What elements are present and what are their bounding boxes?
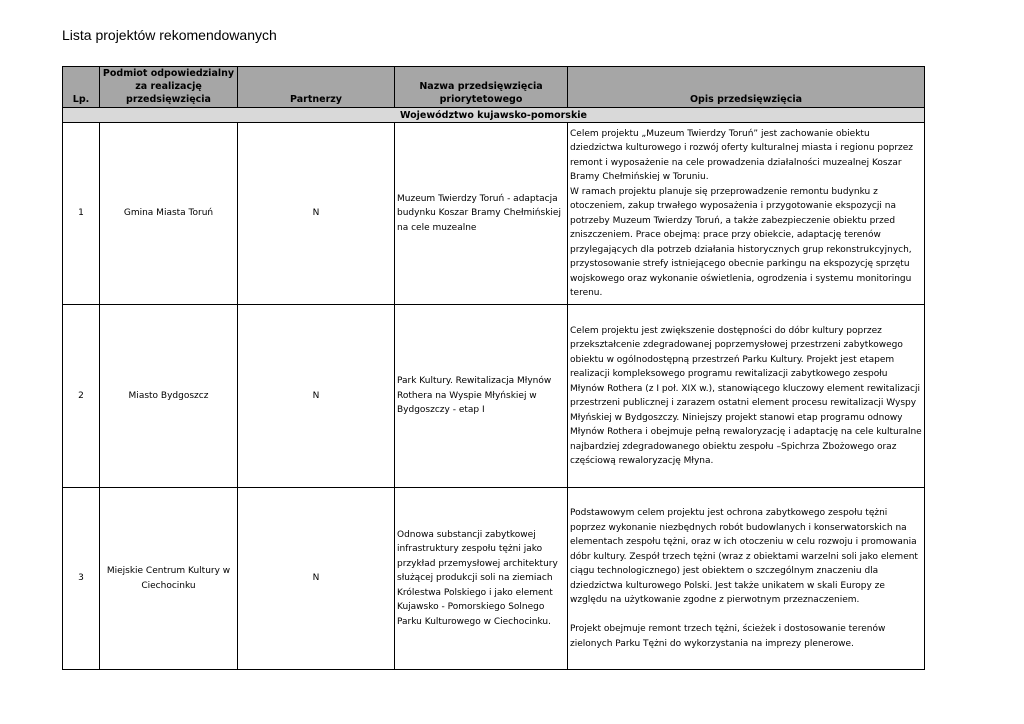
- projects-table: [62, 66, 925, 670]
- row-opis: [568, 488, 925, 670]
- opis-paragraph: Projekt obejmuje remont trzech tężni, ścieżek i dostosowanie terenów zielonych Parku Tężni do wykorzystania na imprezy plenerowe.: [570, 624, 886, 649]
- row-nazwa: Park Kultury. Rewitalizacja Młynów Rothera na Wyspie Młyńskiej w Bydgoszczy - etap I: [395, 305, 568, 488]
- table-row: [63, 488, 925, 670]
- opis-paragraph: Celem projektu jest zwiększenie dostępności do dóbr kultury poprzez przekształcenie zdegradowanej poprzemysłowej przestrzeni zabytkowego obiektu w ogólnodostępną przestrzeń Parku Kultury. Projekt jest etapem realizacji kompleksowego programu rewitalizacji zabytkowego zespołu Młynów Rothera (z I poł. XIX w.), stanowiącego kluczowy element rewitalizacji przestrzeni publicznej i zarazem ostatni element procesu rewitalizacji Wyspy Młyńskiej w Bydgoszczy. Niniejszy projekt stanowi etap programu odnowy Młynów Rothera i obejmuje pełną rewaloryzację i adaptację na cele kulturalne najbardziej zdegradowanego obiektu zespołu –Spichrza Zbożowego oraz częściową rewaloryzację Młyna.: [570, 325, 922, 466]
- row-podmiot: Miasto Bydgoszcz: [100, 305, 238, 488]
- table-row: [63, 305, 925, 488]
- header-nazwa: Nazwa przedsięwzięcia priorytetowego: [395, 67, 568, 108]
- row-lp: 1: [63, 123, 100, 305]
- table-row: [63, 123, 925, 305]
- row-nazwa: Odnowa substancji zabytkowej infrastruktury zespołu tężni jako przykład przemysłowej architektury służącej produkcji soli na ziemiach Królestwa Polskiego i jako element Kujawsko - Pomorskiego Solnego Parku Kulturowego w Ciechocinku.: [395, 488, 568, 670]
- row-opis: [568, 123, 925, 305]
- row-podmiot: Gmina Miasta Toruń: [100, 123, 238, 305]
- header-opis: Opis przedsięwzięcia: [568, 67, 925, 108]
- opis-paragraph: Podstawowym celem projektu jest ochrona zabytkowego zespołu tężni poprzez wykonanie niezbędnych robót budowlanych i konserwatorskich na elementach zespołu tężni, oraz w ich otoczeniu w celu rozwoju i promowania dóbr kultury. Zespół trzech tężni (wraz z obiektami warzelni soli jako element ciągu technologicznego) jest obiektem o szczególnym znaczeniu dla dziedzictwa kulturowego Polski. Jest także unikatem w skali Europy ze względu na użytkowanie zgodne z pierwotnym przeznaczeniem.: [570, 508, 918, 605]
- paragraph-gap: [570, 608, 922, 623]
- row-lp: 3: [63, 488, 100, 670]
- row-podmiot: Miejskie Centrum Kultury w Ciechocinku: [100, 488, 238, 670]
- row-opis: [568, 305, 925, 488]
- header-podmiot: Podmiot odpowiedzialny za realizację przedsięwzięcia: [100, 67, 238, 108]
- row-partnerzy: N: [238, 305, 395, 488]
- row-partnerzy: N: [238, 123, 395, 305]
- region-label: Województwo kujawsko-pomorskie: [63, 108, 925, 123]
- row-partnerzy: N: [238, 488, 395, 670]
- page-title: Lista projektów rekomendowanych: [62, 27, 277, 43]
- region-row: [63, 108, 925, 123]
- row-lp: 2: [63, 305, 100, 488]
- opis-paragraph: Celem projektu „Muzeum Twierdzy Toruń” jest zachowanie obiektu dziedzictwa kulturowego i rozwój oferty kulturalnej miasta i regionu poprzez remont i wyposażenie na cele prowadzenia działalności muzealnej Koszar Bramy Chełmińskiej w Toruniu.: [570, 128, 914, 182]
- row-nazwa: Muzeum Twierdzy Toruń - adaptacja budynku Koszar Bramy Chełmińskiej na cele muzealne: [395, 123, 568, 305]
- opis-paragraph: W ramach projektu planuje się przeprowadzenie remontu budynku z otoczeniem, zakup trwałego wyposażenia i przygotowanie ekspozycji na potrzeby Muzeum Twierdzy Toruń, a także zabezpieczenie obiektu przed zniszczeniem. Prace obejmą: prace przy obiekcie, adaptację terenów przylegających dla potrzeb działania historycznych grup rekonstrukcyjnych, przystosowanie strefy istniejącego obecnie parkingu na ekspozycję sprzętu wojskowego oraz wykonanie oświetlenia, ogrodzenia i systemu monitoringu terenu.: [570, 186, 912, 298]
- header-lp: Lp.: [63, 67, 100, 108]
- header-partnerzy: Partnerzy: [238, 67, 395, 108]
- table-header-row: [63, 67, 925, 108]
